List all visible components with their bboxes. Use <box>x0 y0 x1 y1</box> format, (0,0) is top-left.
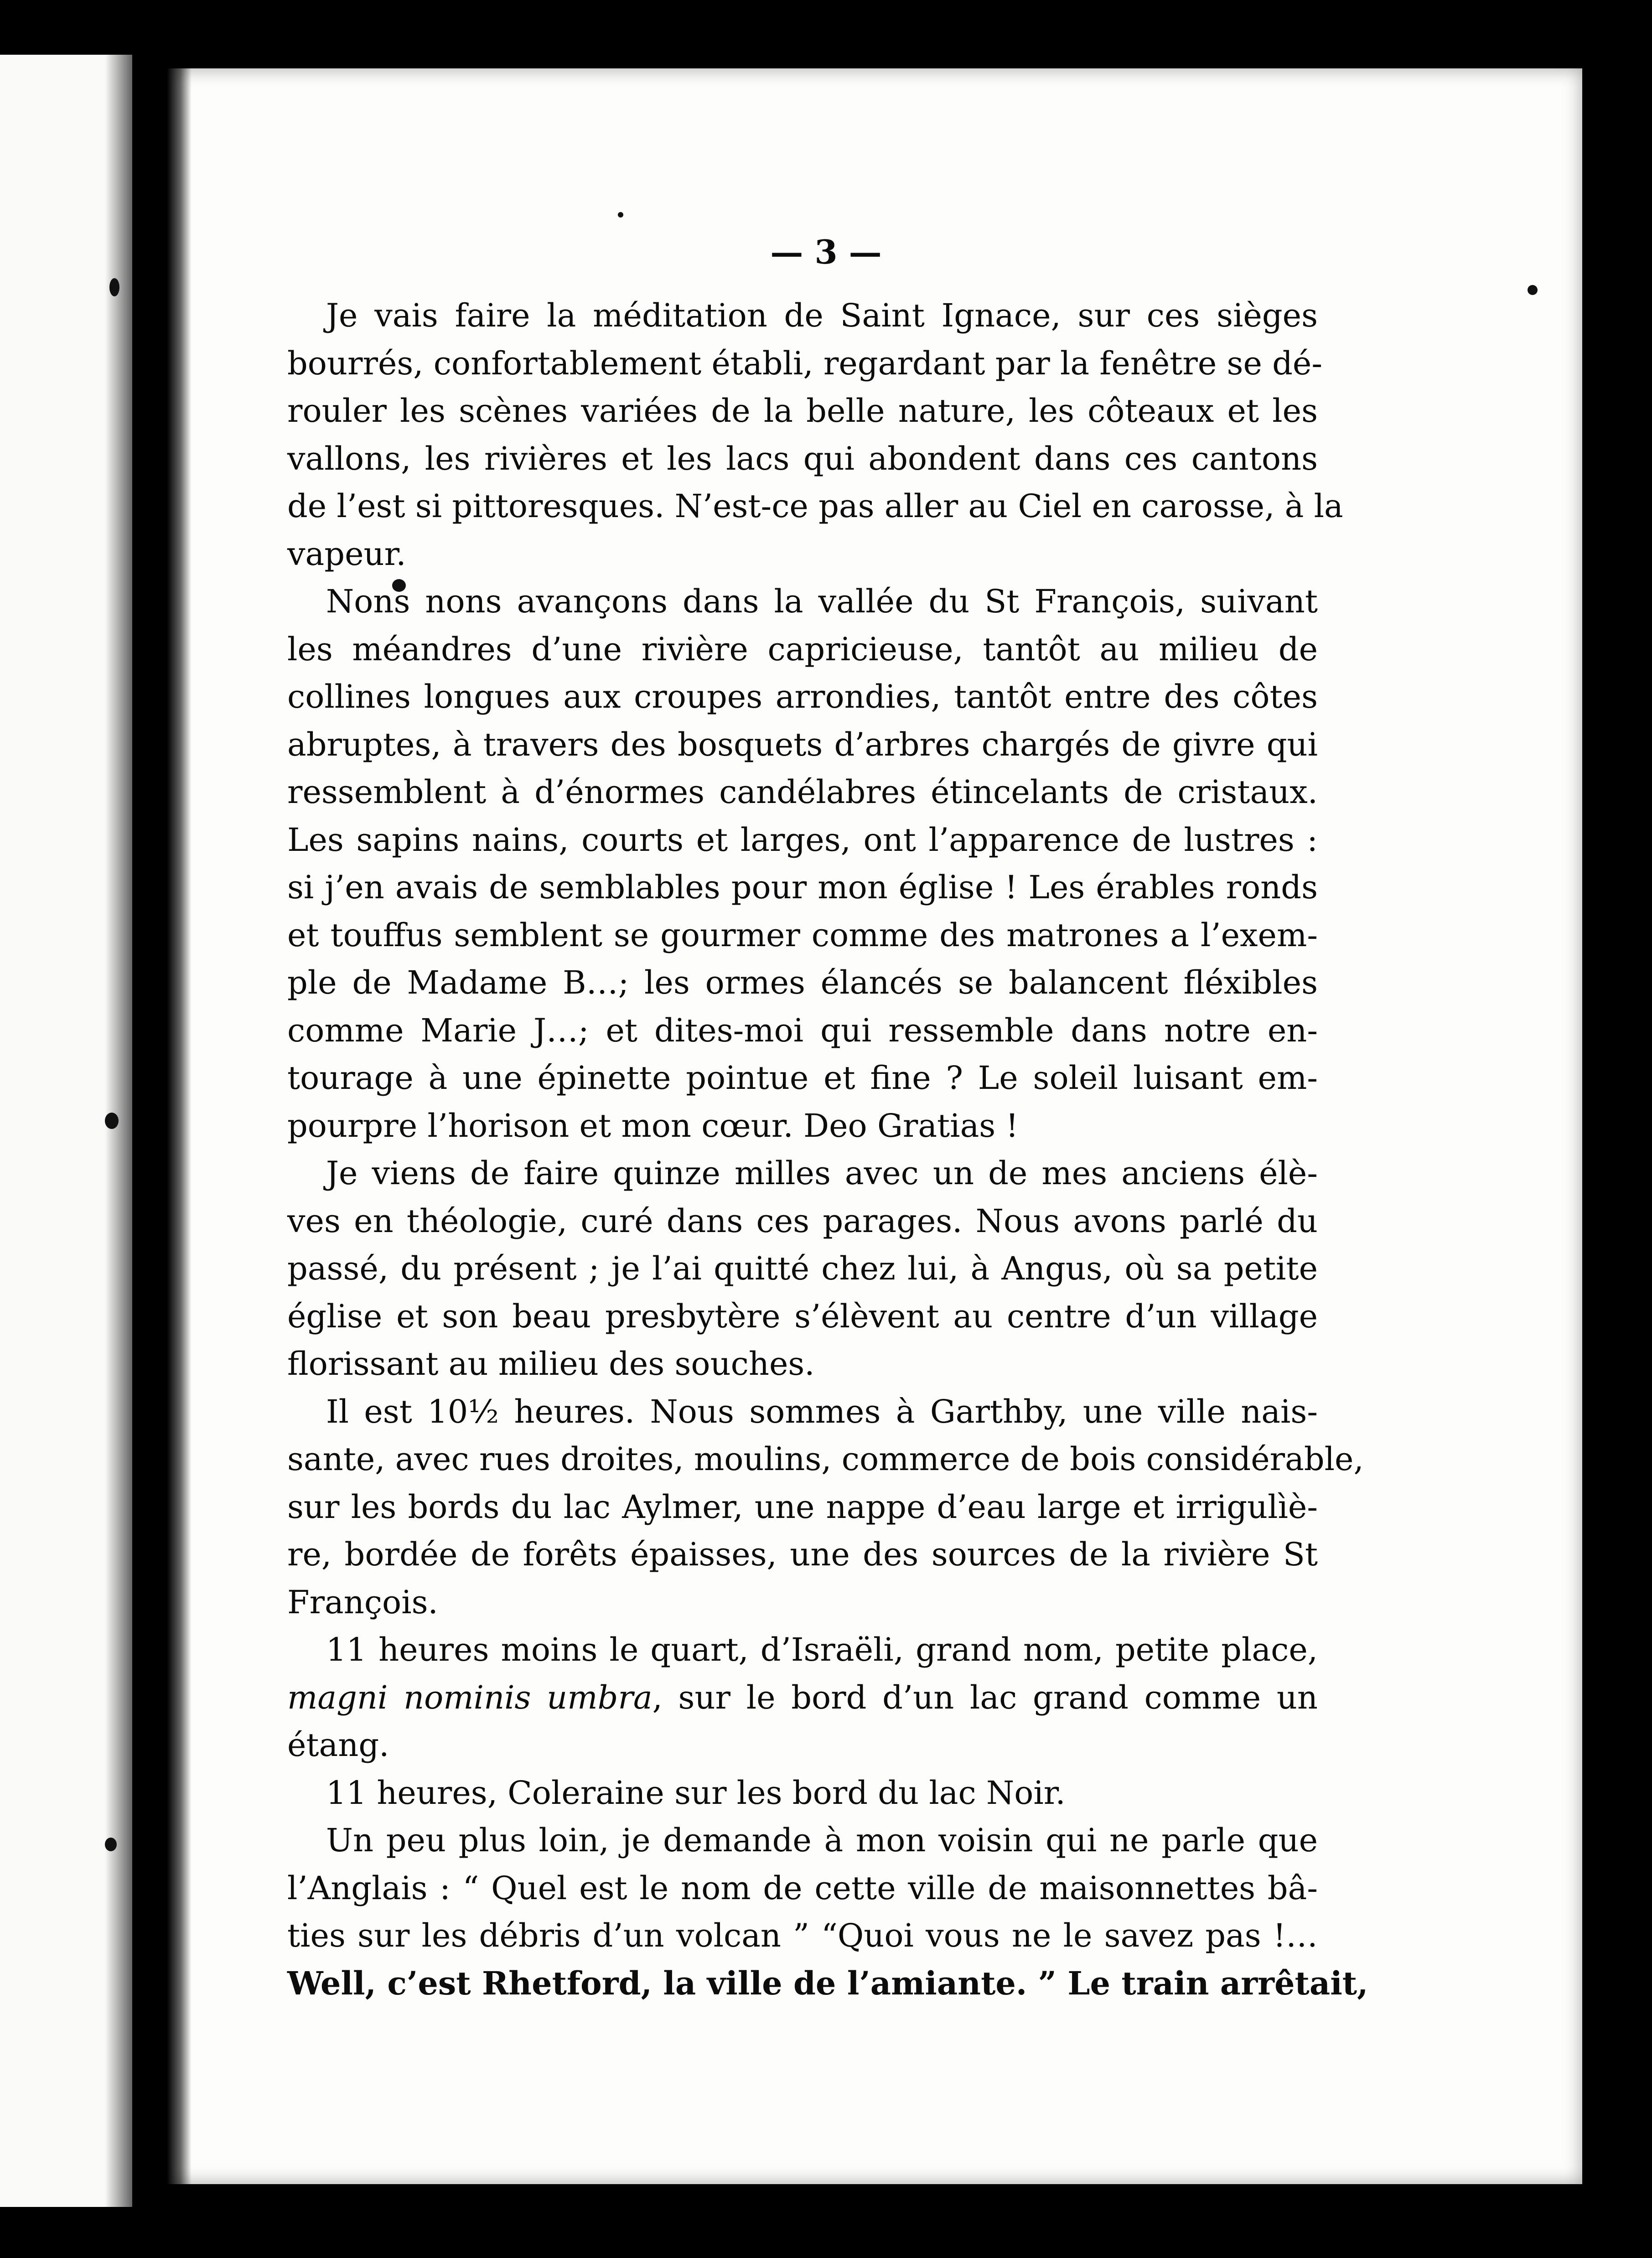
text-line: François. <box>287 1583 438 1621</box>
scan-speck <box>105 1113 119 1129</box>
text-line: Nons nons avançons dans la vallée du St François, suivant <box>326 583 1318 620</box>
text-line: collines longues aux croupes arrondies, tantôt entre des côtes <box>287 678 1318 715</box>
text-line: de l’est si pittoresques. N’est-ce pas aller au Ciel en carosse, à la <box>287 487 1343 525</box>
text-line: bourrés, confortablement établi, regardant par la fenêtre se dé- <box>287 344 1323 382</box>
text-line: ple de Madame B…; les ormes élancés se balancent fléxibles <box>287 964 1318 1001</box>
page-binding-shadow <box>137 68 192 2184</box>
text-line: Je viens de faire quinze milles avec un de mes anciens élè- <box>326 1155 1318 1192</box>
text-line: 11 heures moins le quart, d’Israëli, grand nom, petite place, <box>326 1631 1318 1668</box>
scan-speck <box>109 278 119 296</box>
text-line: 11 heures, Coleraine sur les bord du lac Noir. <box>326 1774 1066 1812</box>
text-line: rouler les scènes variées de la belle nature, les côteaux et les <box>287 392 1318 430</box>
text-line: ties sur les débris d’un volcan ” “Quoi vous ne le savez pas !… <box>287 1917 1318 1954</box>
text-line: et touffus semblent se gourmer comme des matrones a l’exem- <box>287 916 1318 954</box>
page-number: — 3 — <box>770 233 882 271</box>
text-line: église et son beau presbytère s’élèvent au centre d’un village <box>287 1297 1318 1335</box>
text-line: Un peu plus loin, je demande à mon voisin qui ne parle que <box>326 1822 1318 1859</box>
text-line: Well, c’est Rhetford, la ville de l’amiante. ” Le train arrêtait, <box>287 1964 1368 2002</box>
text-line: étang. <box>287 1726 389 1764</box>
text-line: tourage à une épinette pointue et fine ? Le soleil luisant em- <box>287 1059 1318 1097</box>
scan-speck <box>105 1838 117 1851</box>
text-line: ves en théologie, curé dans ces parages. Nous avons parlé du <box>287 1202 1318 1240</box>
text-line: les méandres d’une rivière capricieuse, tantôt au milieu de <box>287 630 1318 668</box>
text-line: ressemblent à d’énormes candélabres étincelants de cristaux. <box>287 773 1318 811</box>
facing-page-shadow <box>105 55 141 2207</box>
text-line-segment: , sur le bord d’un lac grand comme un <box>652 1678 1318 1716</box>
text-line: Je vais faire la méditation de Saint Ignace, sur ces sièges <box>326 297 1318 334</box>
text-line: vapeur. <box>287 535 406 573</box>
text-line: pourpre l’horison et mon cœur. Deo Gratias ! <box>287 1107 1019 1145</box>
text-line: comme Marie J…; et dites-moi qui ressemble dans notre en- <box>287 1011 1318 1049</box>
text-line: re, bordée de forêts épaisses, une des sources de la rivière St <box>287 1536 1318 1573</box>
text-line: sur les bords du lac Aylmer, une nappe d’eau large et irrigulìè- <box>287 1488 1318 1526</box>
text-line: vallons, les rivières et les lacs qui abondent dans ces cantons <box>287 440 1318 477</box>
text-line: florissant au milieu des souches. <box>287 1345 815 1383</box>
italic-phrase: magni nominis umbra <box>287 1678 653 1716</box>
text-line: abruptes, à travers des bosquets d’arbres chargés de givre qui <box>287 725 1318 763</box>
text-line: si j’en avais de semblables pour mon église ! Les érables ronds <box>287 869 1318 906</box>
scan-speck <box>1528 285 1538 295</box>
text-line: sante, avec rues droites, moulins, commerce de bois considérable, <box>287 1440 1364 1478</box>
text-line: Les sapins nains, courts et larges, ont l’apparence de lustres : <box>287 821 1318 859</box>
scan-speck <box>618 212 623 218</box>
text-line: Il est 10½ heures. Nous sommes à Garthby, une ville nais- <box>326 1393 1318 1430</box>
text-line: l’Anglais : “ Quel est le nom de cette ville de maisonnettes bâ- <box>287 1869 1318 1907</box>
text-line: passé, du présent ; je l’ai quitté chez lui, à Angus, où sa petite <box>287 1250 1318 1287</box>
text-line <box>287 1674 1318 1721</box>
